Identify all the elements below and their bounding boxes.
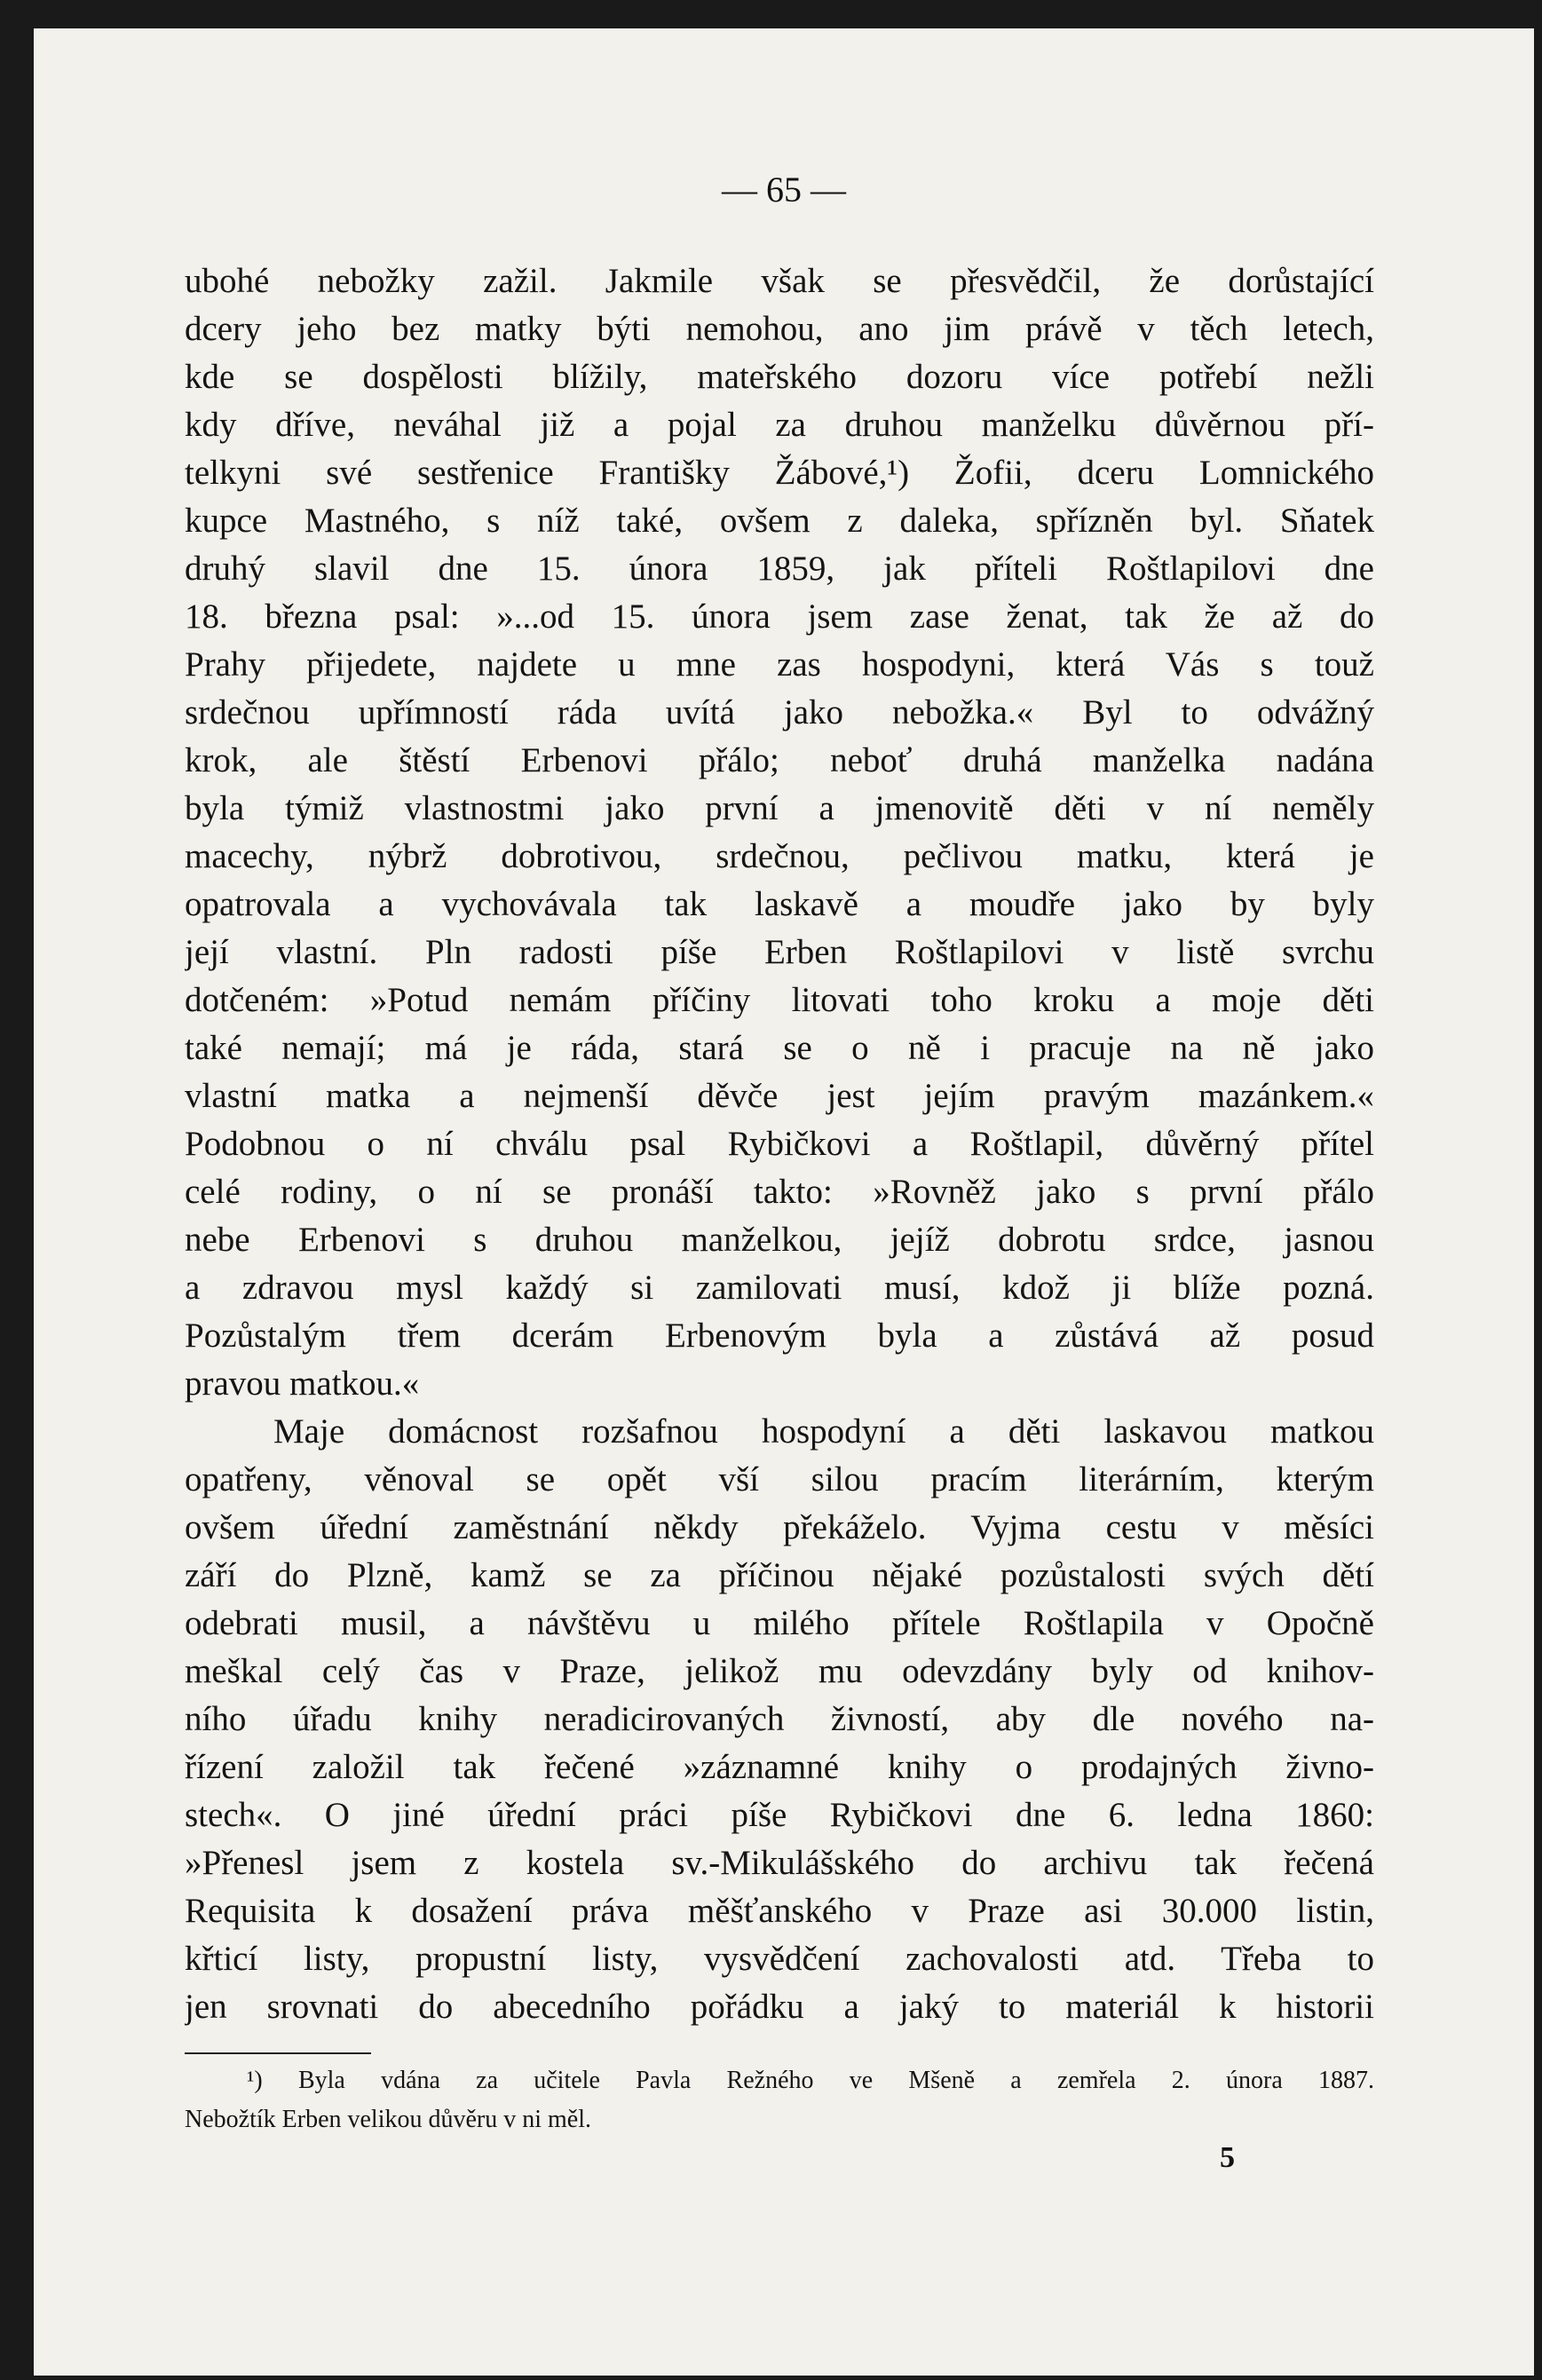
text-line: odebrati musil, a návštěvu u milého přítele Roštlapila v Opočně bbox=[185, 1604, 1374, 1642]
footnotes bbox=[185, 2061, 1374, 2139]
text-line: opatřeny, věnoval se opět vší silou pracím literárním, kterým bbox=[185, 1460, 1374, 1498]
text-line: »Přenesl jsem z kostela sv.-Mikulášského do archivu tak řečená bbox=[185, 1844, 1374, 1882]
printer-signature-mark: 5 bbox=[1220, 2141, 1235, 2174]
text-line: kupce Mastného, s níž také, ovšem z daleka, spřízněn byl. Sňatek bbox=[185, 502, 1374, 540]
book-page bbox=[34, 28, 1534, 2376]
text-line: nebe Erbenovi s druhou manželkou, jejíž dobrotu srdce, jasnou bbox=[185, 1221, 1374, 1259]
text-line: dotčeném: »Potud nemám příčiny litovati toho kroku a moje děti bbox=[185, 981, 1374, 1019]
text-line: Requisita k dosažení práva měšťanského v Praze asi 30.000 listin, bbox=[185, 1892, 1374, 1930]
text-line: řízení založil tak řečené »záznamné knihy o prodajných živno- bbox=[185, 1748, 1374, 1786]
text-line: ovšem úřední zaměstnání někdy překáželo. Vyjma cestu v měsíci bbox=[185, 1508, 1374, 1546]
text-line: 18. března psal: »...od 15. února jsem zase ženat, tak že až do bbox=[185, 597, 1374, 636]
footnote-line: Nebožtík Erben velikou důvěru v ni měl. bbox=[185, 2106, 591, 2133]
text-line: vlastní matka a nejmenší děvče jest jejím pravým mazánkem.« bbox=[185, 1077, 1374, 1115]
text-line: telkyni své sestřenice Františky Žábové,¹) Žofii, dceru Lomnického bbox=[185, 454, 1374, 492]
text-line: celé rodiny, o ní se pronáší takto: »Rovněž jako s první přálo bbox=[185, 1173, 1374, 1211]
text-line: druhý slavil dne 15. února 1859, jak příteli Roštlapilovi dne bbox=[185, 550, 1374, 588]
text-line: byla týmiž vlastnostmi jako první a jmenovitě děti v ní neměly bbox=[185, 789, 1374, 827]
text-line: Pozůstalým třem dcerám Erbenovým byla a zůstává až posud bbox=[185, 1317, 1374, 1355]
footnote-divider bbox=[185, 2052, 371, 2054]
text-line: meškal celý čas v Praze, jelikož mu odevzdány byly od knihov- bbox=[185, 1652, 1374, 1690]
text-line: Prahy přijedete, najdete u mne zas hospodyni, která Vás s touž bbox=[185, 645, 1374, 684]
text-line: srdečnou upřímností ráda uvítá jako nebožka.« Byl to odvážný bbox=[185, 693, 1374, 731]
text-line: opatrovala a vychovávala tak laskavě a moudře jako by byly bbox=[185, 885, 1374, 923]
text-line: a zdravou mysl každý si zamilovati musí, kdož ji blíže pozná. bbox=[185, 1269, 1374, 1307]
text-line: jen srovnati do abecedního pořádku a jaký to materiál k historii bbox=[185, 1988, 1374, 2026]
text-line: dcery jeho bez matky býti nemohou, ano jim právě v těch letech, bbox=[185, 310, 1374, 348]
footnote-line: ¹) Byla vdána za učitele Pavla Režného ve Mšeně a zemřela 2. února 1887. bbox=[247, 2067, 1374, 2094]
text-line: křticí listy, propustní listy, vysvědčení zachovalosti atd. Třeba to bbox=[185, 1940, 1374, 1978]
body-text bbox=[185, 257, 1374, 2031]
page-number: — 65 — bbox=[722, 170, 846, 210]
text-line: stech«. O jiné úřední práci píše Rybičkovi dne 6. ledna 1860: bbox=[185, 1796, 1374, 1834]
text-line: ního úřadu knihy neradicirovaných živností, aby dle nového na- bbox=[185, 1700, 1374, 1738]
text-line: její vlastní. Pln radosti píše Erben Roštlapilovi v listě svrchu bbox=[185, 933, 1374, 971]
text-line: macechy, nýbrž dobrotivou, srdečnou, pečlivou matku, která je bbox=[185, 837, 1374, 875]
text-line: září do Plzně, kamž se za příčinou nějaké pozůstalosti svých dětí bbox=[185, 1556, 1374, 1594]
text-line: krok, ale štěstí Erbenovi přálo; neboť druhá manželka nadána bbox=[185, 741, 1374, 779]
text-line: Podobnou o ní chválu psal Rybičkovi a Roštlapil, důvěrný přítel bbox=[185, 1125, 1374, 1163]
text-line: také nemají; má je ráda, stará se o ně i pracuje na ně jako bbox=[185, 1029, 1374, 1067]
paragraph-start-line: Maje domácnost rozšafnou hospodyní a děti laskavou matkou bbox=[273, 1412, 1374, 1451]
text-line: ubohé nebožky zažil. Jakmile však se přesvědčil, že dorůstající bbox=[185, 262, 1374, 300]
text-line: kde se dospělosti blížily, mateřského dozoru více potřebí nežli bbox=[185, 358, 1374, 396]
text-line: kdy dříve, neváhal již a pojal za druhou manželku důvěrnou pří- bbox=[185, 406, 1374, 444]
text-line: pravou matkou.« bbox=[185, 1364, 420, 1403]
